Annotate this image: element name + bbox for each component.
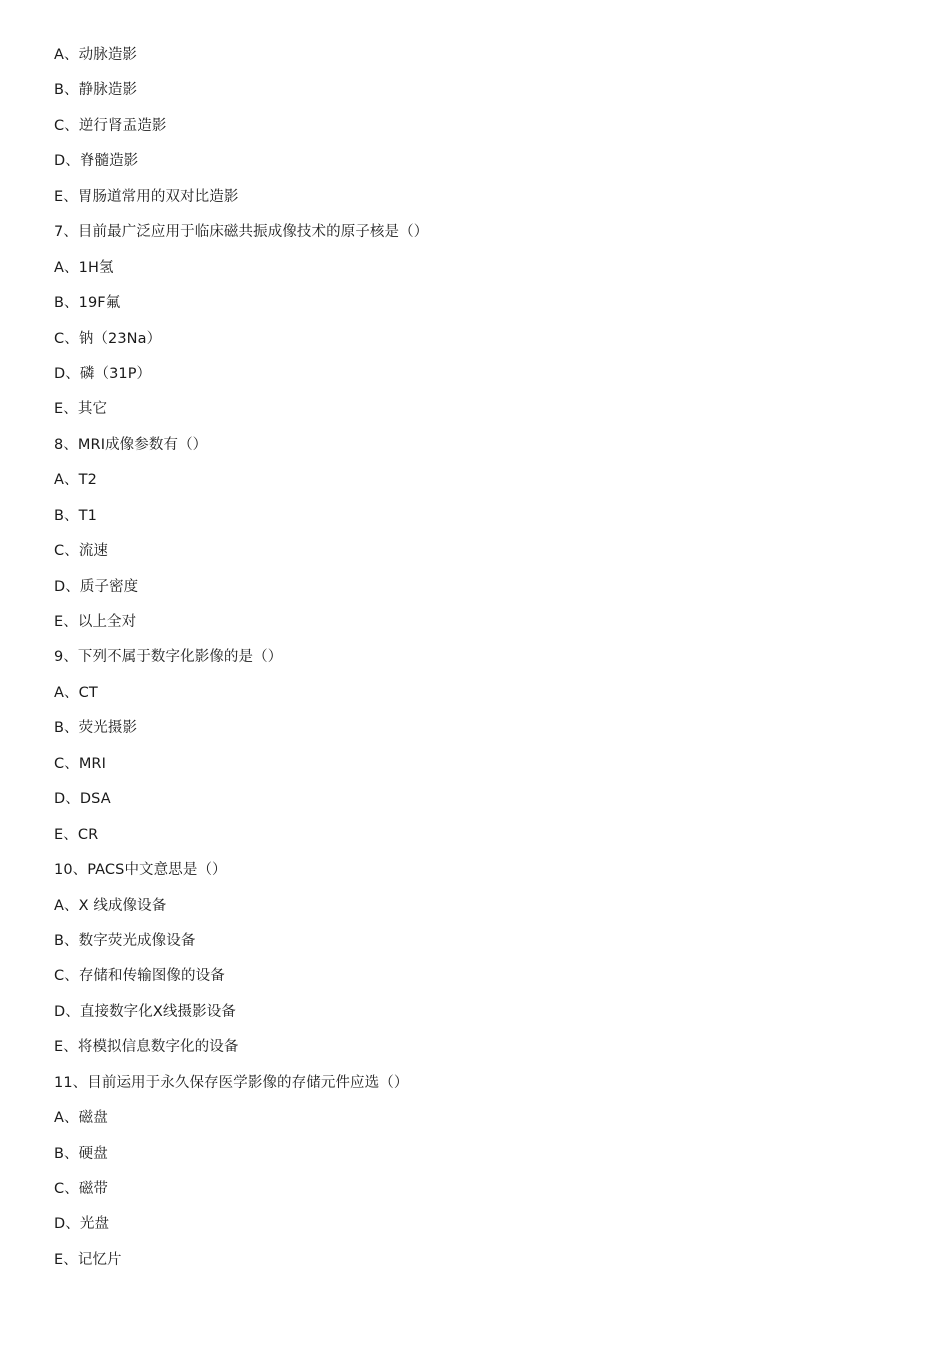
option-line: C、逆行肾盂造影	[54, 117, 167, 134]
option-line: E、将模拟信息数字化的设备	[54, 1039, 239, 1056]
option-line: A、1H氢	[54, 259, 114, 276]
option-line: E、CR	[54, 826, 99, 843]
option-line: E、其它	[54, 401, 108, 418]
option-line: E、以上全对	[54, 614, 137, 630]
option-line: D、脊髓造影	[54, 153, 139, 170]
option-line: C、磁带	[54, 1181, 109, 1197]
option-line: A、动脉造影	[54, 47, 138, 63]
option-line: D、直接数字化X线摄影设备	[54, 1003, 236, 1020]
option-line: C、流速	[54, 543, 109, 560]
question-line: 11、目前运用于永久保存医学影像的存储元件应选（）	[54, 1074, 409, 1091]
option-line: D、光盘	[54, 1216, 110, 1233]
option-line: C、存储和传输图像的设备	[54, 968, 225, 985]
option-line: D、质子密度	[54, 578, 139, 595]
option-line: B、静脉造影	[54, 82, 138, 99]
question-line: 7、目前最广泛应用于临床磁共振成像技术的原子核是（）	[54, 224, 429, 241]
option-line: A、CT	[54, 684, 98, 701]
option-line: E、记忆片	[54, 1251, 122, 1268]
option-line: C、MRI	[54, 755, 106, 772]
option-line: E、胃肠道常用的双对比造影	[54, 188, 239, 205]
option-line: A、磁盘	[54, 1110, 108, 1127]
question-line: 8、MRI成像参数有（）	[54, 436, 208, 453]
option-line: B、荧光摄影	[54, 720, 138, 737]
question-line: 10、PACS中文意思是（）	[54, 862, 227, 879]
option-line: B、T1	[54, 507, 97, 524]
option-line: A、X 线成像设备	[54, 897, 167, 914]
option-line: B、19F氟	[54, 295, 121, 312]
option-line: B、硬盘	[54, 1145, 108, 1162]
option-line: D、磷（31P）	[54, 365, 152, 382]
question-line: 9、下列不属于数字化影像的是（）	[54, 649, 283, 666]
option-line: D、DSA	[54, 791, 111, 808]
option-line: B、数字荧光成像设备	[54, 932, 196, 949]
option-line: A、T2	[54, 472, 97, 489]
option-line: C、钠（23Na）	[54, 330, 162, 347]
document-body	[54, 44, 914, 1284]
